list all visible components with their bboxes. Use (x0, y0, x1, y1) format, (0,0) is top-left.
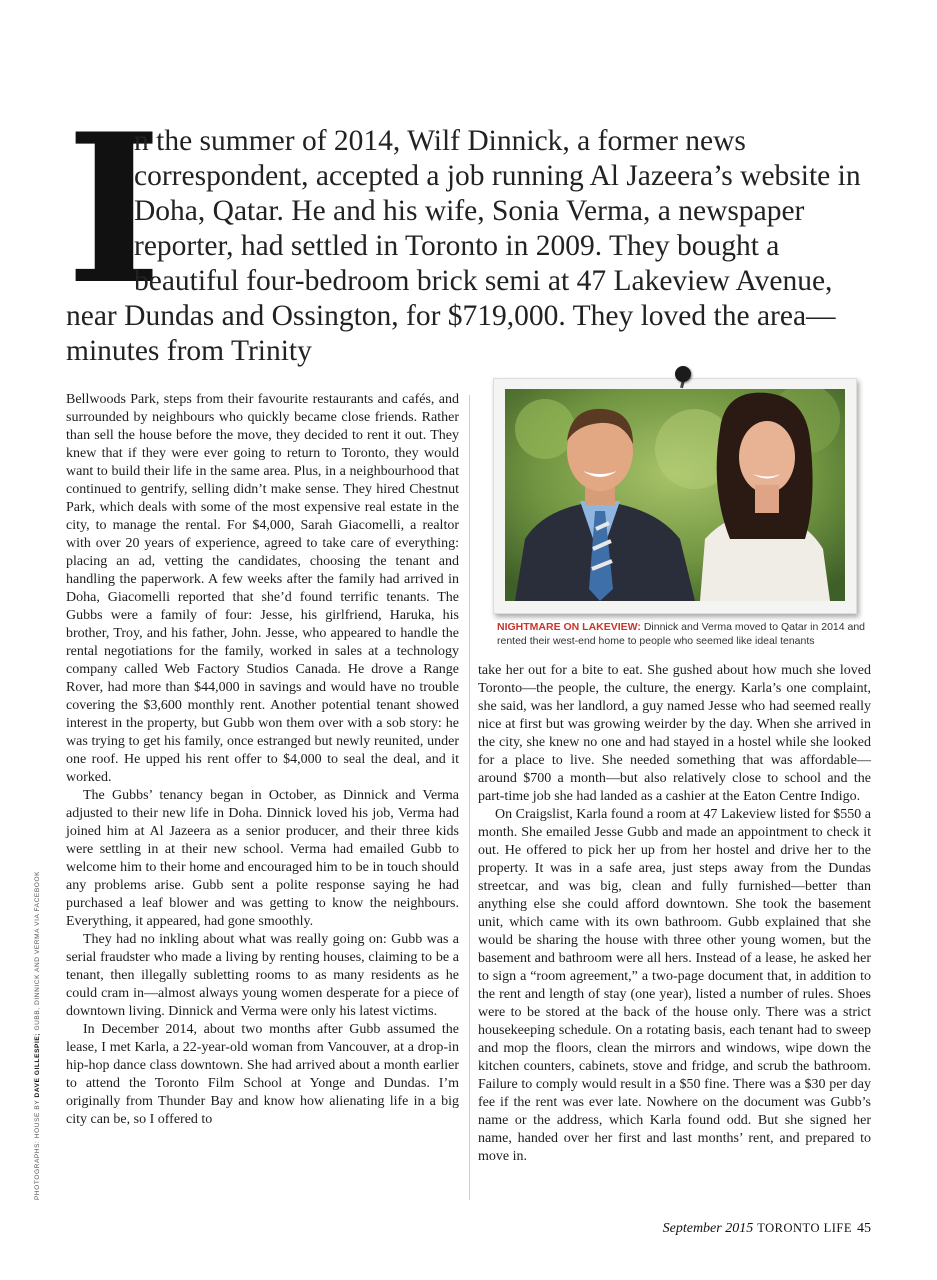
photo-frame (493, 378, 857, 614)
column-divider (469, 395, 470, 1200)
body-paragraph: Bellwoods Park, steps from their favourite restaurants and cafés, and surrounded by neighbours who quickly became close friends. Rather than sell the house before the move, they decided to rent it out. They knew that if they were ever going to return to Toronto, they would want to build their life in the same area. Plus, in a neighbourhood that continued to gentrify, selling didn’t make sense. They hired Chestnut Park, which deals with some of the most expensive real estate in the city, to manage the rental. For $4,000, Sarah Giacomelli, a realtor with over 20 years of experience, agreed to take care of everything: placing an ad, vetting the candidates, choosing the tenant and handling the paperwork. A few weeks after the family had arrived in Doha, Giacomelli reported that she’d found terrific tenants. The Gubbs were a family of four: Jesse, his girlfriend, Haruka, his brother, Troy, and his father, John. Jesse, who appeared to handle the rental negotiations for the family, worked in sales at a technology company called Web Factory Studios Canada. He drove a Range Rover, had more than $44,000 in savings and would have no trouble covering the $3,600 monthly rent. Another potential tenant showed interest in the property, but Gubb won them over with a sob story: he was trying to get his family, once estranged but newly reunited, under one roof. He upped his rent offer to $4,000 to seal the deal, and it worked. (66, 392, 459, 785)
caption-label: NIGHTMARE ON LAKEVIEW: (497, 621, 641, 633)
credit-name: DAVE GILLESPIE; (34, 1032, 41, 1098)
lead-text: n the summer of 2014, Wilf Dinnick, a former news correspondent, accepted a job running Al Jazeera’s website in Doha, Qatar. He and his wife, Sonia Verma, a newspaper reporter, had settled in Toronto in 2009. They bought a beautiful four-bedroom brick semi at 47 Lakeview Avenue, near Dundas and Ossington, for $719,000. They loved the area—minutes from Trinity (66, 125, 861, 367)
body-paragraph: The Gubbs’ tenancy began in October, as Dinnick and Verma adjusted to their new life in Doha. Dinnick loved his job, Verma had joined him at Al Jazeera as a senior producer, and their three kids were settling in at their new school. Verma had emailed Gubb to welcome him to their home and encouraged him to be in touch should any problems arise. Gubb sent a polite response saying he had purchased a leaf blower and was getting to know the neighbours. Everything, it appeared, had gone smoothly. (66, 788, 459, 929)
magazine-name: TORONTO LIFE (757, 1221, 852, 1235)
body-paragraph: On Craigslist, Karla found a room at 47 Lakeview listed for $550 a month. She emailed Jesse Gubb and made an appointment to check it out. He offered to pick her up from her hostel and drive her to the property. It was in a safe area, just steps away from the Dundas streetcar, and was big, clean and fully furnished—better than anything else she could afford downtown. She took the basement unit, which came with its own bathroom. Gubb explained that she would be sharing the house with three other young women, but the basement and bathroom were all hers. Instead of a lease, he asked her to sign a “room agreement,” a two-page document that, in addition to the rent and length of stay (one year), listed a number of rules. Shoes were to be stored at the back of the house only. There was a strict housekeeping schedule. On a rotating basis, each tenant had to sweep and mop the floors, clean the mirrors and windows, wipe down the kitchen counters, cabinets, stove and fridge, and scrub the bathroom. Failure to comply would result in a $50 fine. There was a $30 per day fee if the rent was ever late. Nowhere on the document was Gubb’s name or the address, which Karla found odd. But she signed her name, handed over her first and last months’ rent, and prepared to move in. (478, 807, 871, 1164)
photo-credit (34, 871, 41, 1200)
lead-paragraph (66, 90, 886, 369)
page-number: 45 (857, 1221, 871, 1236)
caption-text: Dinnick and Verma moved to Qatar in 2014 and rented their west-end home to people who seemed like ideal tenants (497, 621, 866, 647)
couple-photo-illustration (505, 389, 845, 601)
body-paragraph: They had no inkling about what was really going on: Gubb was a serial fraudster who made a living by renting houses, claiming to be a tenant, then illegally subletting rooms to as many residents as he could cram in—almost always young women desperate for a piece of downtown living. Dinnick and Verma were only his latest victims. (66, 932, 459, 1019)
body-paragraph: In December 2014, about two months after Gubb assumed the lease, I met Karla, a 22-year-old woman from Vancouver, at a drop-in hip-hop dance class downtown. She had arrived about a month earlier to attend the Toronto Film School at Yonge and Dundas. I’m originally from Thunder Bay and know how alienating life in a big city can be, so I offered to (66, 1022, 459, 1127)
credit-rest: GUBB, DINNICK AND VERMA VIA FACEBOOK (34, 870, 41, 1033)
drop-cap: I (66, 90, 162, 330)
issue-date: September 2015 (662, 1221, 754, 1236)
left-column (66, 391, 459, 1129)
pushpin-icon (675, 366, 691, 382)
page-footer (663, 1221, 871, 1237)
credit-prefix: PHOTOGRAPHS: HOUSE BY (34, 1097, 41, 1200)
right-column (478, 662, 871, 1166)
photo-caption (497, 620, 867, 648)
couple-photo (505, 389, 845, 601)
body-paragraph: take her out for a bite to eat. She gushed about how much she loved Toronto—the people, the culture, the energy. Karla’s one complaint, she said, was her landlord, a guy named Jesse who had seemed really nice at first but was growing weirder by the day. When she arrived in the city, she knew no one and had stayed in a hostel while she looked for a place to live. She needed something that was affordable—around $700 a month—but also relatively close to school and the part-time job she had landed as a cashier at the Eaton Centre Indigo. (478, 663, 871, 804)
